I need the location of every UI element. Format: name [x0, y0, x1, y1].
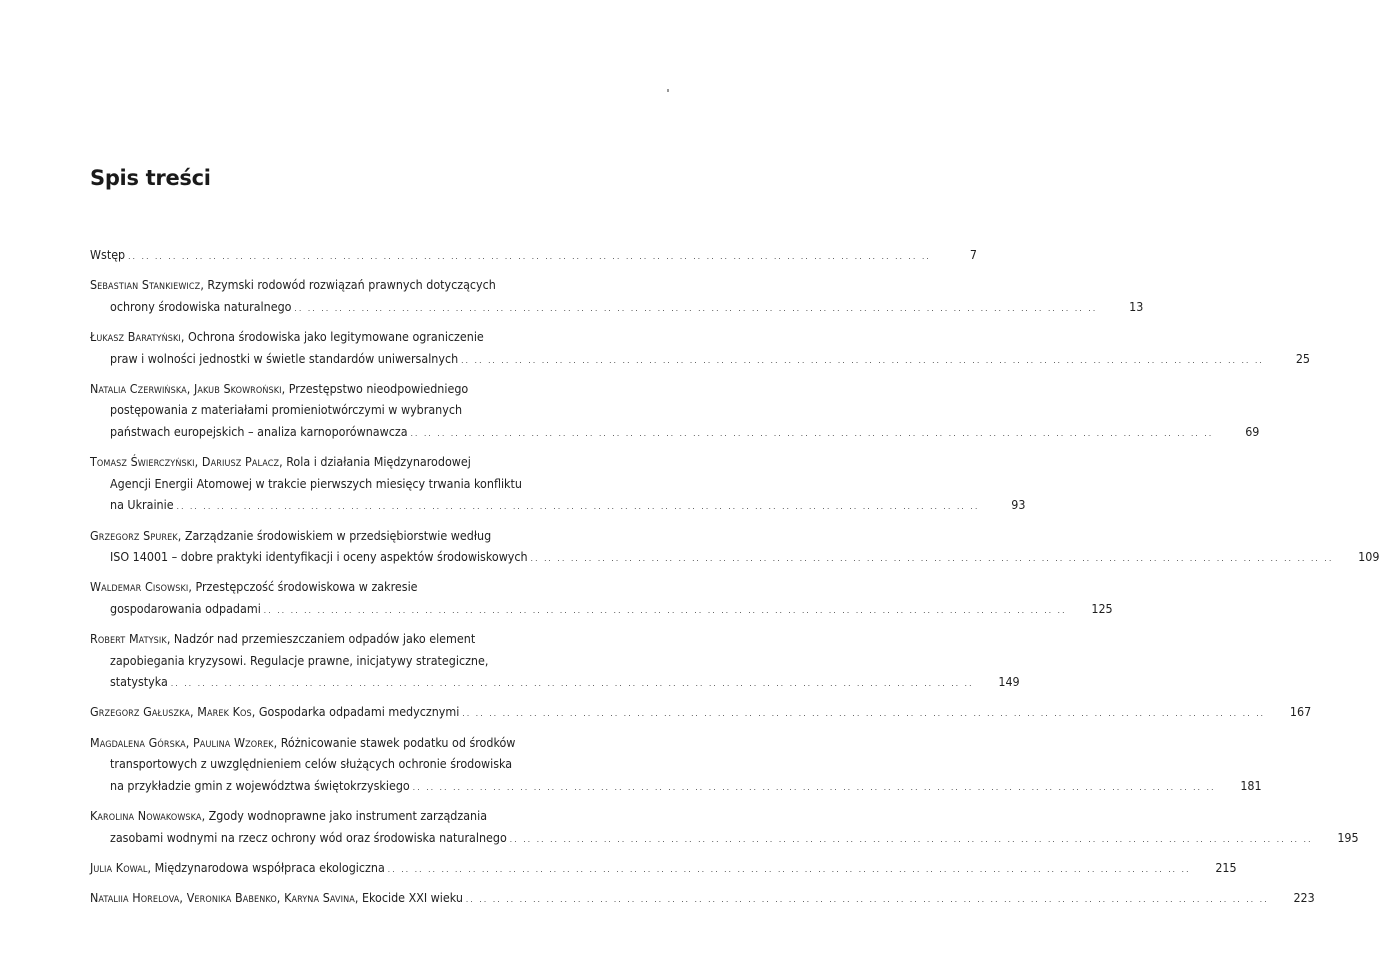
- scan-artifact: [667, 89, 669, 92]
- toc-entry-authors: Nataliia Horelova, Veronika Babenko, Karyna Savina: [90, 889, 355, 905]
- toc-entry-title-part: na przykładzie gmin z województwa świętokrzyskiego: [110, 777, 410, 793]
- toc-entry-line: [90, 576, 598, 598]
- toc-entry-title-part: gospodarowania odpadami: [110, 600, 261, 616]
- toc-entry[interactable]: [90, 887, 1315, 911]
- toc-entry-final-line: [90, 857, 1237, 881]
- toc-entry-line: [90, 451, 598, 473]
- toc-entry-text: Sebastian Stankiewicz, Rzymski rodowód rozwiązań prawnych dotyczących: [90, 277, 496, 293]
- toc-entry-title-part: Przestępstwo nieodpowiedniego: [288, 380, 469, 396]
- dot-leader: .. .. .. .. .. .. .. .. .. .. .. .. .. .. .. .. .. .. .. .. .. .. .. .. .. .. .. .. .. .. .. .. .. .. .. .. .. .. .. .. .. .. .. .. .. .. .. .. .. .. .. .. .. .. .. .. .. .. .. ..: [294, 303, 1098, 313]
- toc-entry-title-part: Ekocide XXI wieku: [362, 889, 463, 905]
- toc-entry-authors: Sebastian Stankiewicz: [90, 277, 201, 293]
- toc-entry-title-part: transportowych z uwzględnieniem celów służących ochronie środowiska: [110, 756, 513, 772]
- toc-entry-text: [110, 476, 522, 491]
- toc-entry-authors: Grzegorz Gałuszka, Marek Kos: [90, 704, 252, 720]
- toc-entry-authors: Magdalena Górska, Paulina Wzorek: [90, 734, 274, 750]
- toc-entry[interactable]: [90, 732, 1262, 799]
- dot-leader: .. .. .. .. .. .. .. .. .. .. .. .. .. .. .. .. .. .. .. .. .. .. .. .. .. .. .. .. .. .. .. .. .. .. .. .. .. .. .. .. .. .. .. .. .. .. .. .. .. .. .. .. .. .. .. .. .. .. .. ..: [128, 252, 931, 261]
- dot-leader: .. .. .. .. .. .. .. .. .. .. .. .. .. .. .. .. .. .. .. .. .. .. .. .. .. .. .. .. .. .. .. .. .. .. .. .. .. .. .. .. .. .. .. .. .. .. .. .. .. .. .. .. .. .. .. .. .. .. .. ..: [410, 428, 1214, 438]
- toc-entry[interactable]: [90, 628, 1020, 695]
- toc-entry-title-part: Zarządzanie środowiskiem w przedsiębiorstwie według: [184, 527, 492, 543]
- toc-entry[interactable]: [90, 701, 1312, 725]
- toc-entry-final-line: [90, 598, 1113, 622]
- toc-entry-title-part: praw i wolności jednostki w świetle standardów uniwersalnych: [110, 350, 459, 366]
- toc-entry-line: [90, 326, 598, 348]
- toc-entry-line: [90, 378, 598, 400]
- toc-entry-text: [110, 653, 488, 668]
- page-number: 223: [1293, 889, 1315, 905]
- toc-entry-text: Robert Matysik, Nadzór nad przemieszczaniem odpadów jako element: [90, 631, 476, 647]
- toc-entry-authors: Julia Kowal: [90, 859, 148, 875]
- toc-entry-final-line: [90, 887, 1315, 911]
- toc-entry-text: [110, 671, 168, 693]
- toc-entry[interactable]: [90, 857, 1237, 881]
- toc-entry-text: [90, 244, 125, 266]
- toc-entry-final-line: [90, 671, 1020, 695]
- toc-entry-title-part: Zgody wodnoprawne jako instrument zarządzania: [208, 808, 488, 823]
- toc-entry-authors: Łukasz Baratyński: [90, 328, 181, 344]
- toc-entry-text: [110, 402, 462, 417]
- toc-entry-final-line: [90, 296, 1144, 320]
- dot-leader: .. .. .. .. .. .. .. .. .. .. .. .. .. .. .. .. .. .. .. .. .. .. .. .. .. .. .. .. .. .. .. .. .. .. .. .. .. .. .. .. .. .. .. .. .. .. .. .. .. .. .. .. .. .. .. .. .. .. .. ..: [176, 502, 980, 512]
- toc-entry-authors: Waldemar Cisowski: [90, 579, 189, 595]
- toc-entry-title-part: Różnicowanie stawek podatku od środków: [280, 734, 516, 750]
- toc-entry[interactable]: [90, 378, 1260, 445]
- page-number: 125: [1091, 600, 1113, 616]
- toc-entry-text: Nataliia Horelova, Veronika Babenko, Karyna Savina, Ekocide XXI wieku: [90, 889, 463, 905]
- page-number: 93: [1011, 497, 1026, 513]
- toc-entry-text: [110, 775, 410, 797]
- dot-leader: .. .. .. .. .. .. .. .. .. .. .. .. .. .. .. .. .. .. .. .. .. .. .. .. .. .. .. .. .. .. .. .. .. .. .. .. .. .. .. .. .. .. .. .. .. .. .. .. .. .. .. .. .. .. .. .. .. .. .. ..: [461, 355, 1264, 365]
- dot-leader: .. .. .. .. .. .. .. .. .. .. .. .. .. .. .. .. .. .. .. .. .. .. .. .. .. .. .. .. .. .. .. .. .. .. .. .. .. .. .. .. .. .. .. .. .. .. .. .. .. .. .. .. .. .. .. .. .. .. .. ..: [530, 554, 1334, 564]
- toc-entry-text: [110, 546, 528, 568]
- toc-entry-authors: Robert Matysik: [90, 631, 167, 647]
- dot-leader: .. .. .. .. .. .. .. .. .. .. .. .. .. .. .. .. .. .. .. .. .. .. .. .. .. .. .. .. .. .. .. .. .. .. .. .. .. .. .. .. .. .. .. .. .. .. .. .. .. .. .. .. .. .. .. .. .. .. .. ..: [462, 709, 1266, 719]
- toc-entry-title-part: na Ukrainie: [110, 497, 174, 513]
- toc-entry-text: Grzegorz Spurek, Zarządzanie środowiskiem w przedsiębiorstwie według: [90, 527, 492, 543]
- toc-entry-final-line: [90, 348, 1310, 372]
- toc-entry-line: [90, 399, 598, 421]
- toc-entry-title-part: Przestępczość środowiskowa w zakresie: [195, 579, 418, 595]
- toc-entry-text: [110, 494, 174, 516]
- page-number: 25: [1295, 350, 1310, 366]
- toc-entry-final-line: [90, 244, 977, 268]
- toc-entry-final-line: [90, 494, 1026, 518]
- toc-entry-final-line: [90, 701, 1312, 725]
- toc-entry-text: Grzegorz Gałuszka, Marek Kos, Gospodarka odpadami medycznymi: [90, 704, 460, 720]
- toc-entry[interactable]: [90, 451, 1026, 518]
- toc-entry-title-part: statystyka: [110, 674, 168, 690]
- page-number: 215: [1215, 859, 1237, 875]
- toc-entry-text: Magdalena Górska, Paulina Wzorek, Różnicowanie stawek podatku od środków: [90, 734, 516, 750]
- toc-entry-final-line: [90, 827, 1359, 851]
- toc-entry-text: Natalia Czerwińska, Jakub Skowroński, Przestępstwo nieodpowiedniego: [90, 380, 469, 396]
- toc-entry[interactable]: [90, 576, 1113, 621]
- toc-entry-title-part: Gospodarka odpadami medycznymi: [258, 704, 460, 720]
- page-number: 167: [1289, 704, 1312, 720]
- toc-entry-title-part: zapobiegania kryzysowi. Regulacje prawne, inicjatywy strategiczne,: [110, 652, 489, 668]
- toc-entry-title-part: ISO 14001 – dobre praktyki identyfikacji i oceny aspektów środowiskowych: [110, 549, 528, 565]
- toc-entry-line: [90, 805, 598, 827]
- page-number: 149: [998, 674, 1020, 690]
- toc-entry[interactable]: [90, 326, 1310, 371]
- toc-entry-text: [110, 756, 512, 771]
- dot-leader: .. .. .. .. .. .. .. .. .. .. .. .. .. .. .. .. .. .. .. .. .. .. .. .. .. .. .. .. .. .. .. .. .. .. .. .. .. .. .. .. .. .. .. .. .. .. .. .. .. .. .. .. .. .. .. .. .. .. .. ..: [263, 605, 1067, 615]
- table-of-contents: [90, 244, 1379, 917]
- toc-entry-authors: Natalia Czerwińska, Jakub Skowroński: [90, 380, 282, 396]
- toc-entry[interactable]: [90, 805, 1359, 850]
- dot-leader: .. .. .. .. .. .. .. .. .. .. .. .. .. .. .. .. .. .. .. .. .. .. .. .. .. .. .. .. .. .. .. .. .. .. .. .. .. .. .. .. .. .. .. .. .. .. .. .. .. .. .. .. .. .. .. .. .. .. .. ..: [170, 679, 974, 689]
- dot-leader: .. .. .. .. .. .. .. .. .. .. .. .. .. .. .. .. .. .. .. .. .. .. .. .. .. .. .. .. .. .. .. .. .. .. .. .. .. .. .. .. .. .. .. .. .. .. .. .. .. .. .. .. .. .. .. .. .. .. .. ..: [412, 782, 1216, 792]
- page-number: 69: [1245, 423, 1260, 439]
- dot-leader: .. .. .. .. .. .. .. .. .. .. .. .. .. .. .. .. .. .. .. .. .. .. .. .. .. .. .. .. .. .. .. .. .. .. .. .. .. .. .. .. .. .. .. .. .. .. .. .. .. .. .. .. .. .. .. .. .. .. .. ..: [509, 834, 1313, 844]
- dot-leader: .. .. .. .. .. .. .. .. .. .. .. .. .. .. .. .. .. .. .. .. .. .. .. .. .. .. .. .. .. .. .. .. .. .. .. .. .. .. .. .. .. .. .. .. .. .. .. .. .. .. .. .. .. .. .. .. .. .. .. ..: [387, 864, 1191, 874]
- toc-entry[interactable]: [90, 274, 1144, 319]
- toc-entry-authors: Karolina Nowakowska: [90, 808, 202, 823]
- toc-entry-text: Waldemar Cisowski, Przestępczość środowiskowa w zakresie: [90, 579, 418, 595]
- page-number: 7: [969, 247, 977, 262]
- toc-entry-title-part: postępowania z materiałami promieniotwórczymi w wybranych: [110, 402, 463, 418]
- toc-entry[interactable]: [90, 525, 1379, 570]
- toc-entry-line: [90, 650, 598, 672]
- toc-entry-authors: Tomasz Świerczyński, Dariusz Palacz: [90, 454, 280, 470]
- toc-entry-title-part: Rzymski rodowód rozwiązań prawnych dotyczących: [207, 277, 496, 293]
- toc-entry-final-line: [90, 775, 1262, 799]
- toc-entry-line: [90, 525, 598, 547]
- toc-entry-title-part: państwach europejskich – analiza karnoporównawcza: [110, 423, 408, 439]
- toc-entry-title-part: Ochrona środowiska jako legitymowane ograniczenie: [187, 328, 484, 344]
- toc-entry-title-part: zasobami wodnymi na rzecz ochrony wód oraz środowiska naturalnego: [110, 829, 507, 845]
- toc-entry-line: [90, 274, 598, 296]
- toc-entry-text: Tomasz Świerczyński, Dariusz Palacz, Rola i działania Międzynarodowej: [90, 454, 471, 470]
- toc-entry-line: [90, 473, 598, 495]
- toc-entry-final-line: [90, 546, 1379, 570]
- toc-entry-text: Łukasz Baratyński, Ochrona środowiska jako legitymowane ograniczenie: [90, 328, 484, 344]
- dot-leader: .. .. .. .. .. .. .. .. .. .. .. .. .. .. .. .. .. .. .. .. .. .. .. .. .. .. .. .. .. .. .. .. .. .. .. .. .. .. .. .. .. .. .. .. .. .. .. .. .. .. .. .. .. .. .. .. .. .. .. ..: [465, 894, 1269, 904]
- toc-entry-title-part: Wstęp: [90, 247, 126, 262]
- toc-entry-text: [110, 296, 291, 318]
- toc-entry[interactable]: [90, 244, 977, 268]
- page-title: Spis treści: [90, 166, 211, 190]
- toc-entry-title-part: Agencji Energii Atomowej w trakcie pierwszych miesięcy trwania konfliktu: [110, 475, 522, 491]
- toc-entry-line: [90, 628, 598, 650]
- toc-entry-final-line: [90, 421, 1260, 445]
- toc-entry-text: [110, 827, 507, 849]
- toc-entry-text: [110, 348, 458, 370]
- page-number: 195: [1337, 829, 1359, 845]
- toc-entry-title-part: ochrony środowiska naturalnego: [110, 298, 292, 314]
- toc-entry-text: [110, 421, 408, 443]
- toc-entry-text: Julia Kowal, Międzynarodowa współpraca ekologiczna: [90, 859, 385, 875]
- toc-entry-line: [90, 753, 598, 775]
- page-number: 13: [1129, 298, 1144, 314]
- page-number: 181: [1240, 777, 1262, 793]
- toc-entry-text: Karolina Nowakowska, Zgody wodnoprawne jako instrument zarządzania: [90, 808, 488, 823]
- toc-entry-authors: Grzegorz Spurek: [90, 527, 178, 543]
- toc-entry-line: [90, 732, 598, 754]
- toc-entry-title-part: Międzynarodowa współpraca ekologiczna: [154, 859, 385, 875]
- page-number: 109: [1358, 549, 1379, 565]
- toc-entry-text: [110, 598, 261, 620]
- toc-entry-title-part: Nadzór nad przemieszczaniem odpadów jako element: [173, 631, 476, 647]
- toc-entry-title-part: Rola i działania Międzynarodowej: [286, 454, 471, 470]
